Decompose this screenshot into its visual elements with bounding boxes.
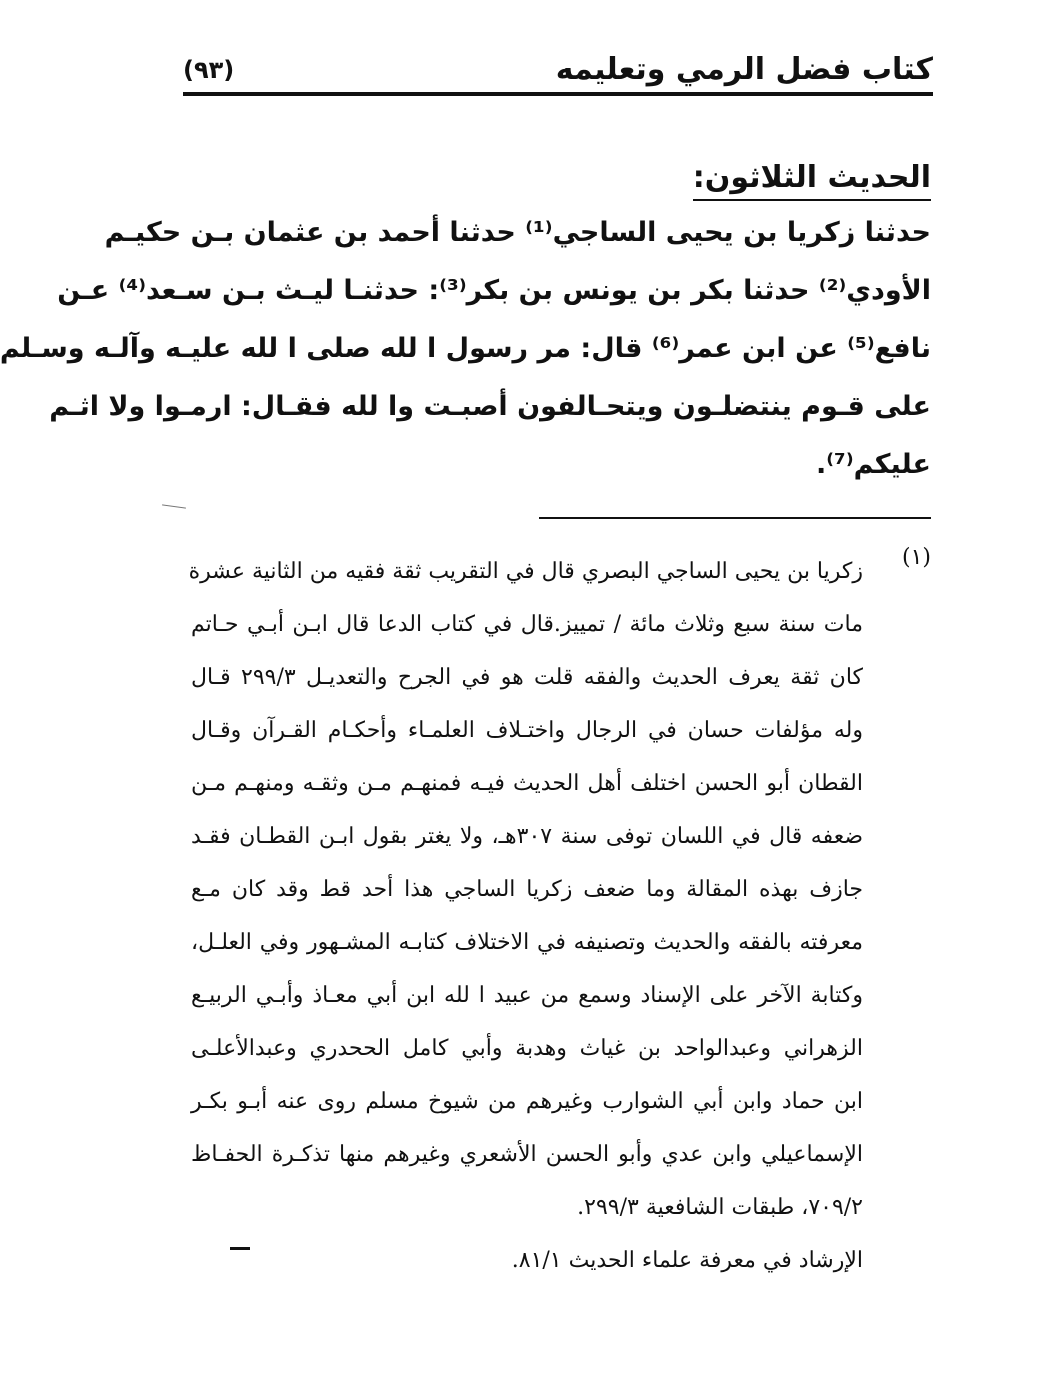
footnote-line: ابن حماد وابن أبي الشوارب وغيرهم من شيوخ مسلم روى عنه أبـو بكـر [191,1089,863,1114]
footnote-separator [539,517,931,519]
book-title: كتاب فضل الرمي وتعليمه [555,52,933,87]
footnote-line: ضعفه قال في اللسان توفى سنة ٣٠٧هـ، ولا يغتر بقول ابـن القطـان فقـد [191,824,863,849]
footnote-line: الزهراني وعبدالواحد بن غياث وهدبة وأبي كامل الححدري وعبدالأعلـى [191,1036,863,1061]
footnote-line: وكتابة الآخر على الإسناد وسمع من عبيد ا لله ابن أبي معـاذ وأبـي الربيـع [191,983,863,1008]
hadith-line: نافع⁽⁵⁾ عن ابن عمر⁽⁶⁾ قال: مر رسول ا لله صلى ا لله عليـه وآلـه وسـلم [0,333,931,364]
footnote-line: الإسماعيلي وابن عدي وأبو الحسن الأشعري وغيرهم منها تذكـرة الحفـاظ [191,1142,863,1167]
scan-artifact [162,504,186,508]
footnote-line: الإرشاد في معرفة علماء الحديث ٨١/١. [511,1248,863,1273]
hadith-line: الأودي⁽²⁾ حدثنا بكر بن يونس بن بكر⁽³⁾: حدثنـا ليـث بـن سـعد⁽⁴⁾ عـن [57,275,931,306]
header-rule [183,92,933,96]
footnote-line: معرفته بالفقه والحديث وتصنيفه في الاختلاف كتابـه المشـهور وفي العلـل، [191,930,863,955]
footnote-line: ٧٠٩/٢، طبقات الشافعية ٢٩٩/٣. [577,1195,863,1220]
footnote-line: زكريا بن يحيى الساجي البصري قال في التقريب ثقة فقيه من الثانية عشرة [188,559,863,584]
hadith-line: على قـوم ينتضلـون ويتحـالفون أصبـت وا لله فقـال: ارمـوا ولا اثـم [49,391,931,422]
hadith-line: عليكم⁽⁷⁾. [815,449,931,480]
footnote-line: وله مؤلفات حسان في الرجال واختـلاف العلمـاء وأحكـام القـرآن وقـال [191,718,863,743]
page-number: (٩٣) [183,56,235,84]
footnote-line: جازف بهذه المقالة وما ضعف زكريا الساجي هذا أحد قط وقد كان مـع [191,877,863,902]
footnotes [188,545,931,1287]
dash-mark [230,1247,250,1250]
footnote-line: مات سنة سبع وثلاث مائة / تمييز.قال في كتاب الدعا قال ابـن أبـي حـاتم [191,612,863,637]
running-header [183,52,933,96]
hadith-line: حدثنا زكريا بن يحيى الساجي⁽¹⁾ حدثنا أحمد بن عثمان بـن حكيـم [104,217,931,248]
footnote-line: كان ثقة يعرف الحديث والفقه قلت هو في الجرح والتعديـل ٢٩٩/٣ قـال [191,665,863,690]
footnote-line: القطان أبو الحسن اختلف أهل الحديث فيـه فمنهـم مـن وثقـه ومنهـم مـن [191,771,863,796]
hadith-text [0,204,931,494]
section-heading: الحديث الثلاثون: [693,160,931,201]
footnote-marker: (١) [901,545,931,570]
footnote-text [188,545,863,1287]
